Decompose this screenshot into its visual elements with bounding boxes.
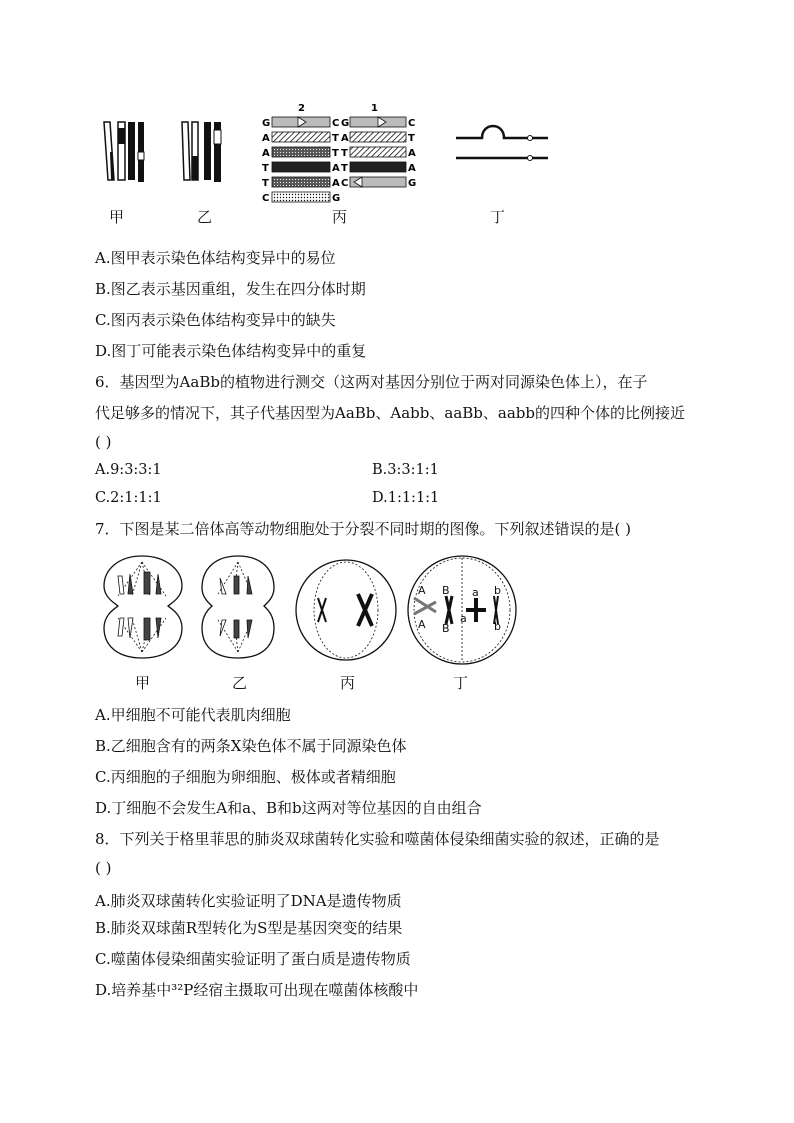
svg-text:G: G	[408, 178, 417, 189]
q8-option-a: A.肺炎双球菌转化实验证明了DNA是遗传物质	[95, 892, 402, 910]
svg-text:A: A	[418, 584, 426, 597]
svg-text:A: A	[341, 133, 349, 144]
svg-text:A: A	[408, 148, 416, 159]
q6-stem-line-2: 代足够多的情况下，其子代基因型为AaBb、Aabb、aaBb、aabb的四种个体的比例接近	[95, 404, 685, 422]
svg-text:B: B	[442, 622, 450, 635]
base-letters-mid-left	[332, 118, 340, 204]
figure-ding-chromosome-loop	[452, 118, 552, 168]
figure-label-jia: 甲	[109, 208, 125, 226]
svg-text:b: b	[494, 620, 501, 633]
q5-option-d: D.图丁可能表示染色体结构变异中的重复	[95, 342, 367, 360]
figure-jia-chromosomes	[100, 118, 155, 188]
svg-text:B: B	[442, 584, 450, 597]
svg-text:T: T	[408, 133, 415, 144]
base-letters-left	[262, 118, 270, 204]
svg-text:b: b	[494, 584, 501, 597]
svg-text:G: G	[262, 118, 271, 129]
svg-text:A: A	[262, 148, 270, 159]
svg-text:A: A	[408, 163, 416, 174]
q7-option-a: A.甲细胞不可能代表肌肉细胞	[95, 706, 291, 724]
q8-stem-line-1: 8．下列关于格里菲思的肺炎双球菌转化实验和噬菌体侵染细菌实验的叙述，正确的是	[95, 830, 660, 848]
svg-text:C: C	[332, 118, 340, 129]
base-letters-mid-right	[341, 118, 349, 189]
q8-option-c: C.噬菌体侵染细菌实验证明了蛋白质是遗传物质	[95, 950, 411, 968]
q7-option-b: B.乙细胞含有的两条X染色体不属于同源染色体	[95, 737, 407, 755]
base-letters-right	[408, 118, 416, 189]
q6-answer-bracket: ( )	[95, 433, 112, 451]
svg-text:T: T	[332, 148, 339, 159]
cell-label-jia: 甲	[135, 674, 151, 692]
strand-number-2: 2	[298, 103, 305, 114]
strand-number-1: 1	[371, 103, 378, 114]
figure-yi-chromosomes	[178, 118, 228, 188]
q6-option-c: C.2:1:1:1	[95, 490, 162, 506]
q8-option-d: D.培养基中³²P经宿主摄取可出现在噬菌体核酸中	[95, 981, 419, 999]
q7-stem-line-1: 7．下图是某二倍体高等动物细胞处于分裂不同时期的图像。下列叙述错误的是( )	[95, 520, 632, 538]
cell-yi	[202, 556, 274, 658]
q7-option-d: D.丁细胞不会发生A和a、B和b这两对等位基因的自由组合	[95, 799, 482, 817]
q6-option-d: D.1:1:1:1	[372, 490, 440, 506]
q8-option-b: B.肺炎双球菌R型转化为S型是基因突变的结果	[95, 919, 403, 937]
svg-text:A: A	[332, 163, 340, 174]
svg-text:G: G	[341, 118, 350, 129]
cell-ding	[408, 556, 516, 664]
svg-text:T: T	[332, 133, 339, 144]
q6-option-a: A.9:3:3:1	[95, 462, 162, 478]
svg-text:A: A	[418, 618, 426, 631]
svg-text:C: C	[408, 118, 416, 129]
figure-label-yi: 乙	[197, 208, 213, 226]
figure-cell-division	[100, 548, 520, 668]
svg-text:A: A	[332, 178, 340, 189]
q7-option-c: C.丙细胞的子细胞为卵细胞、极体或者精细胞	[95, 768, 396, 786]
svg-text:a: a	[460, 612, 467, 625]
figure-label-bing: 丙	[332, 208, 348, 226]
q8-answer-bracket: ( )	[95, 859, 112, 877]
svg-text:T: T	[341, 163, 348, 174]
svg-text:T: T	[262, 163, 269, 174]
svg-text:C: C	[262, 193, 270, 204]
svg-text:G: G	[332, 193, 341, 204]
figure-label-ding: 丁	[490, 208, 506, 226]
figure-bing-dna-strands	[258, 100, 418, 208]
q5-option-c: C.图丙表示染色体结构变异中的缺失	[95, 311, 336, 329]
svg-text:T: T	[262, 178, 269, 189]
q6-option-b: B.3:3:1:1	[372, 462, 439, 478]
svg-text:A: A	[262, 133, 270, 144]
q5-option-b: B.图乙表示基因重组，发生在四分体时期	[95, 280, 366, 298]
cell-jia	[104, 556, 182, 658]
cell-bing	[296, 560, 396, 660]
cell-label-yi: 乙	[232, 674, 248, 692]
cell-label-bing: 丙	[340, 674, 356, 692]
svg-text:a: a	[472, 586, 479, 599]
svg-text:C: C	[341, 178, 349, 189]
cell-label-ding: 丁	[453, 674, 469, 692]
q5-option-a: A.图甲表示染色体结构变异中的易位	[95, 249, 336, 267]
q6-stem-line-1: 6．基因型为AaBb的植物进行测交（这两对基因分别位于两对同源染色体上），在子	[95, 373, 648, 391]
svg-text:T: T	[341, 148, 348, 159]
